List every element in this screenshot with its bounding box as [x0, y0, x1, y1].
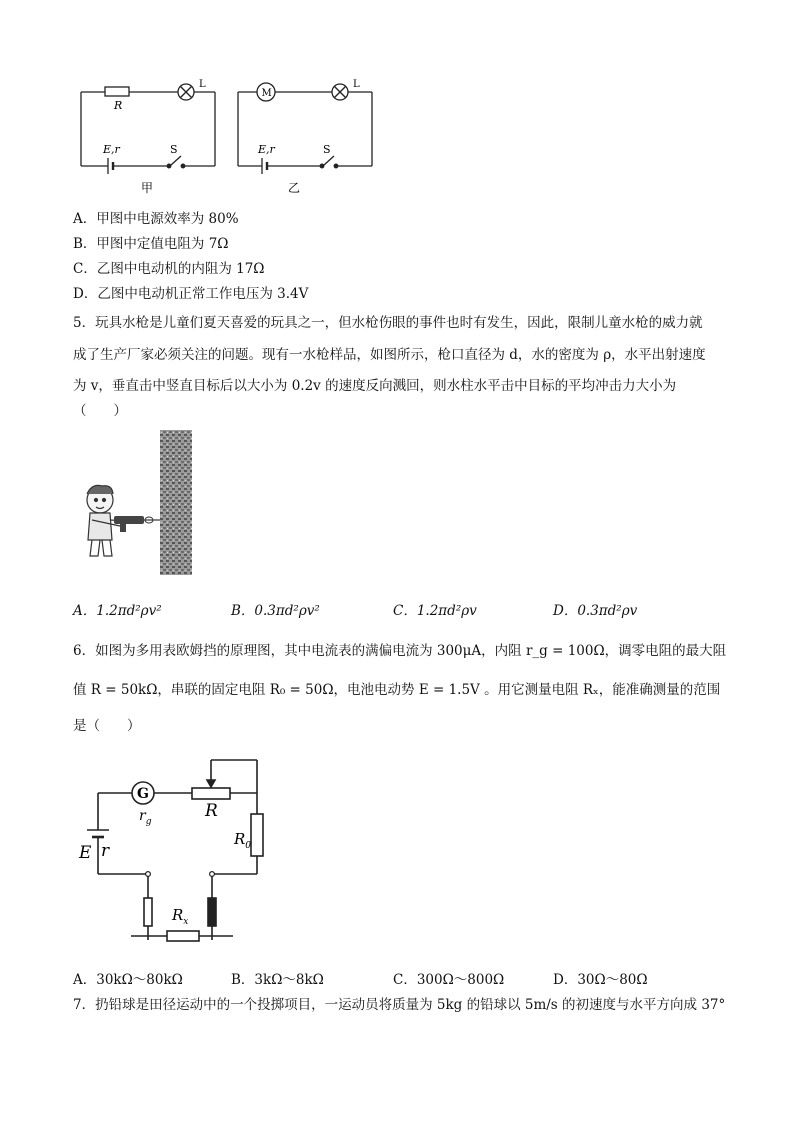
label-Er: E,r	[103, 143, 120, 156]
label-R: R	[114, 99, 123, 112]
label-R0: $R_0$	[234, 830, 252, 851]
q6-option-a: A．30kΩ～80kΩ	[73, 972, 183, 988]
q5-stem-line-3: 为 v，垂直击中竖直目标后以大小为 0.2v 的速度反向溅回，则水柱水平击中目标的平均冲击力大小为	[73, 378, 677, 394]
label-Er: E,r	[258, 143, 275, 156]
label-L: L	[353, 79, 360, 90]
caption-yi: 乙	[288, 181, 301, 195]
switch-S	[324, 156, 334, 165]
q4-option-c: C．乙图中电动机的内阻为 17Ω	[73, 261, 265, 277]
q4-option-a: A．甲图中电源效率为 80%	[73, 211, 239, 227]
circuit-figure-jia	[75, 76, 225, 198]
label-G: G	[137, 786, 149, 802]
switch-S	[171, 156, 181, 165]
label-M: M	[261, 88, 272, 99]
caption-jia: 甲	[141, 181, 154, 195]
label-S: S	[170, 143, 178, 156]
q5-option-b: B．0.3πd²ρv²	[231, 603, 320, 619]
label-E: E	[79, 843, 92, 863]
ohmmeter-circuit-figure	[75, 748, 285, 948]
q5-option-c: C．1.2πd²ρv	[393, 603, 477, 619]
water-gun-illustration	[70, 428, 200, 578]
q5-stem-line-2: 成了生产厂家必须关注的问题。现有一水枪样品，如图所示，枪口直径为 d，水的密度为 ρ，水平出射速度	[73, 347, 706, 363]
label-R: R	[205, 801, 218, 821]
q6-options	[73, 970, 733, 990]
label-S: S	[323, 143, 331, 156]
zero-adjust-resistor-R	[192, 788, 230, 799]
q6-stem-line-1: 6．如图为多用表欧姆挡的原理图，其中电流表的满偏电流为 300μA，内阻 r_g = 100Ω，调零电阻的最大阻	[73, 643, 727, 659]
q6-stem-line-2: 值 R = 50kΩ，串联的固定电阻 R₀ = 50Ω，电池电动势 E = 1.5V 。用它测量电阻 Rₓ，能准确测量的范围	[73, 682, 721, 698]
probe-right	[208, 898, 216, 926]
q4-option-d: D．乙图中电动机正常工作电压为 3.4V	[73, 286, 309, 302]
q5-option-a: A．1.2πd²ρv²	[73, 603, 162, 619]
q5-options	[73, 601, 733, 621]
label-Rx: $R_x$	[172, 906, 189, 927]
q6-option-d: D．30Ω～80Ω	[553, 972, 648, 988]
q6-stem-line-3: 是（ ）	[73, 718, 141, 734]
resistor-R	[105, 87, 129, 96]
q6-option-c: C．300Ω～800Ω	[393, 972, 505, 988]
circuit-figure-yi	[232, 76, 382, 198]
target-wall	[160, 430, 192, 575]
resistor-Rx	[167, 931, 199, 941]
fixed-resistor-R0	[251, 814, 263, 856]
probe-left	[144, 898, 152, 926]
q5-stem-line-4: （ ）	[73, 403, 127, 419]
q7-stem-line-1: 7．扔铅球是田径运动中的一个投掷项目，一运动员将质量为 5kg 的铅球以 5m/s 的初速度与水平方向成 37°	[73, 997, 726, 1013]
q5-stem-line-1: 5．玩具水枪是儿童们夏天喜爱的玩具之一，但水枪伤眼的事件也时有发生，因此，限制儿童水枪的威力就	[73, 315, 703, 331]
q4-option-b: B．甲图中定值电阻为 7Ω	[73, 236, 229, 252]
label-rg: $r_g$	[139, 808, 152, 827]
label-r: r	[101, 841, 110, 861]
label-L: L	[199, 79, 206, 90]
q6-option-b: B．3kΩ～8kΩ	[231, 972, 324, 988]
water-gun	[114, 516, 144, 524]
q5-option-d: D．0.3πd²ρv	[553, 603, 638, 619]
